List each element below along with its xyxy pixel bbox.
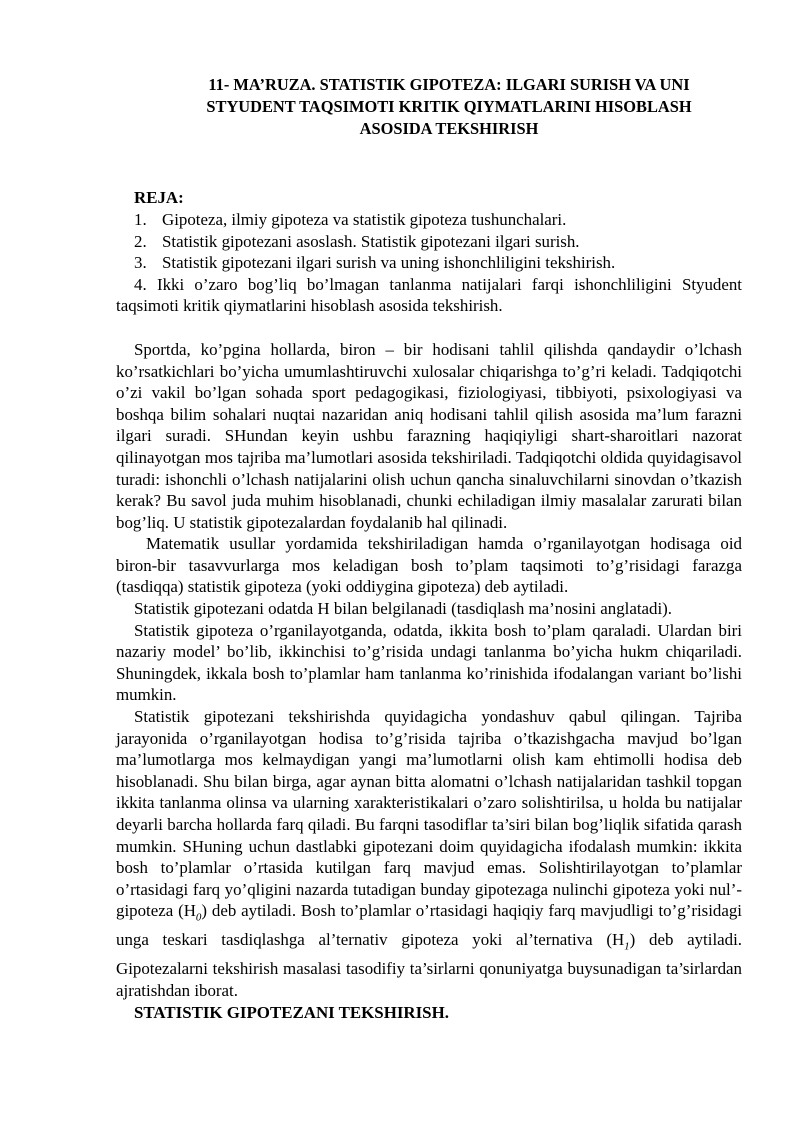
paragraph-null-hypothesis <box>116 706 742 1001</box>
plan-heading: REJA: <box>134 188 184 208</box>
title-line-3: ASOSIDA TEKSHIRISH <box>359 118 539 138</box>
plan-item <box>116 231 742 253</box>
spacer <box>116 317 742 339</box>
subscript-one: 1 <box>624 940 630 953</box>
plan-item-text: Statistik gipotezani asoslash. Statistik gipotezani ilgari surish. <box>162 231 580 251</box>
plan-item-number: 3. <box>134 253 147 273</box>
plan-item <box>116 252 742 274</box>
plan-item-4: 4. Ikki o’zaro bog’liq bo’lmagan tanlanma natijalari farqi ishonchliligini Styudent taqsimoti kritik qiymatlarini hisoblash asosida tekshirish. <box>116 274 742 316</box>
paragraph-populations: Statistik gipoteza o’rganilayotganda, odatda, ikkita bosh to’plam qaraladi. Ulardan biri nazariy model’ bo’lib, ikkinchisi to’g’risida undagi tanlanma bo’yicha hukm chiqariladi. Shuningdek, ikkala bosh to’plamlar ham tanlanma ko’rinishida ifodalangan variant bo’lishi mumkin. <box>116 620 742 705</box>
paragraph-text: ) deb aytiladi. Gipotezalarni tekshirish masalasi tasodifiy ta’sirlarni qonuniyatga buysunadigan ta’sirlardan ajratishdan iborat. <box>116 930 742 1000</box>
paragraph-intro: Sportda, ko’pgina hollarda, biron – bir hodisani tahlil qilishda qandaydir o’lchash ko’rsatkichlari bo’yicha umumlashtiruvchi xulosalar chiqarishga to’g’ri keladi. Tadqiqotchi o’zi vakil bo’lgan sohada sport pedagogikasi, fiziologiyasi, tibbiyoti, psixologiyasi va boshqa bilim sohalari nuqtai nazaridan aniq hodisani tahlil qilish asosida ma’lum farazni ilgari suradi. SHundan keyin ushbu farazning haqiqiyligi shart-sharoitlari nazorat qilinayotgan mos tajriba ma’lumotlari asosida tekshiriladi. Tadqiqotchi oldida quyidagisavol turadi: ishonchli o’lchash natijalarini olish uchun qancha sinaluvchilarni sinovdan o’tkazish kerak? Bu savol juda muhim hisoblanadi, chunki echiladigan ilmiy masalalar zarurati bilan bog’liq. U statistik gipotezalardan foydalanib hal qilinadi. <box>116 339 742 532</box>
subscript-zero: 0 <box>195 911 202 924</box>
paragraph-text: ) deb aytiladi. Bosh to’plamlar o’rtasidagi haqiqiy farq mavjudligi to’g’risidagi unga teskari tasdiqlashga al’ternativ gipoteza yoki al’ternativa (H <box>116 901 742 950</box>
plan-item-number: 2. <box>134 231 147 251</box>
document-page <box>116 74 742 1023</box>
lecture-title <box>116 74 742 139</box>
plan-item-number: 1. <box>134 209 147 229</box>
paragraph-definition: Matematik usullar yordamida tekshiriladigan hamda o’rganilayotgan hodisaga oid biron-bir tasavvurlarga mos keladigan bosh to’plam taqsimoti to’g’risidagi farazga (tasdiqqa) statistik gipoteza (yoki oddiygina gipoteza) deb aytiladi. <box>116 534 742 597</box>
plan-item-text: Gipoteza, ilmiy gipoteza va statistik gipoteza tushunchalari. <box>162 209 567 229</box>
paragraph-notation: Statistik gipotezani odatda H bilan belgilanadi (tasdiqlash ma’nosini anglatadi). <box>134 599 673 619</box>
plan-item-text: Statistik gipotezani ilgari surish va uning ishonchliligini tekshirish. <box>162 253 616 273</box>
plan-list <box>116 209 742 274</box>
section-heading: STATISTIK GIPOTEZANI TEKSHIRISH. <box>134 1002 449 1022</box>
plan-item <box>116 209 742 231</box>
title-line-2: STYUDENT TAQSIMOTI KRITIK QIYMATLARINI HISOBLASH <box>206 96 692 116</box>
title-line-1: 11- MA’RUZA. STATISTIK GIPOTEZA: ILGARI SURISH VA UNI <box>208 75 690 94</box>
paragraph-text: Statistik gipotezani tekshirishda quyidagicha yondashuv qabul qilingan. Tajriba jarayonida o’rganilayotgan hodisa to’g’risida tajriba o’tkazishgacha mavjud bo’lgan ma’lumotlarga mos kelmaydigan yangi ma’lumotlarni olish kam ehtimolli hodisa deb hisoblanadi. Shu bilan birga, agar aynan bitta alomatni o’lchash natijalaridan tashkil topgan ikkita tanlanma olinsa va ularning xarakteristikalari o’zaro solishtirilsa, u holda bu natijalar deyarli barcha hollarda farq qiladi. Bu farqni tasodiflar ta’siri bilan bog’liqlik sifatida qarash mumkin. SHuning uchun dastlabki gipotezani doim quyidagicha ifodalash mumkin: ikkita bosh to’plamlar o’rtasida kutilgan farq mavjud emas. Solishtirilayotgan to’plamlar o’rtasidagi farq yo’qligini nazarda tutadigan bunday gipotezaga nulinchi gipoteza yoki nul’-gipoteza (H <box>116 707 742 921</box>
